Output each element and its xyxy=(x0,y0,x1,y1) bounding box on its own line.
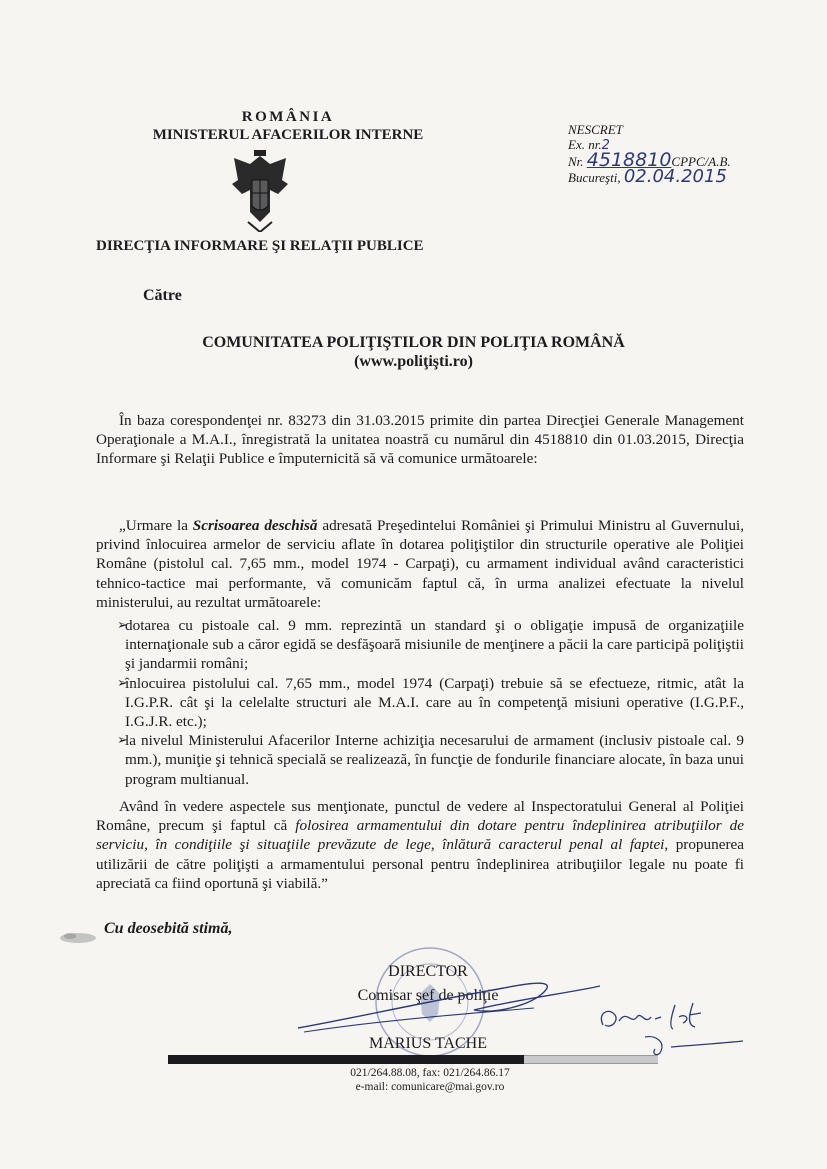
list-item: ➢ înlocuirea pistolului cal. 7,65 mm., model 1974 (Carpaţi) trebuie să se efectueze, ritmic, atât la I.G.P.R. cât şi la celelalte structuri ale M.A.I. care au în competenţă misiuni operative (I.G.P.F., I.G.J.R. etc.); xyxy=(117,674,744,731)
recipient-website: (www.poliţişti.ro) xyxy=(354,353,473,370)
registration-block xyxy=(568,122,778,185)
registration-date: 02.04.2015 xyxy=(623,166,727,187)
signatory-rank: Comisar şef de poliţie xyxy=(357,987,499,1004)
footer-contact xyxy=(300,1067,560,1094)
signatory-title: DIRECTOR xyxy=(388,963,468,980)
romanian-coat-of-arms-icon xyxy=(228,150,292,232)
list-item: ➢ dotarea cu pistoale cal. 9 mm. reprezintă un standard şi o obligaţie impusă de organizaţiile internaţionale sub a căror egidă se desfăşoară misiunile de menţinere a păcii la care participă poliţiştii şi jandarmii români; xyxy=(117,617,744,673)
date-line: Bucureşti, 02.04.2015 xyxy=(568,166,727,187)
recipient-name: COMUNITATEA POLIŢIŞTILOR DIN POLIŢIA ROMÂNĂ xyxy=(202,334,625,351)
ink-blot-mark xyxy=(58,930,98,944)
registration-number: 4518810 xyxy=(586,149,672,171)
signatory-name: MARIUS TACHE xyxy=(369,1035,487,1052)
arrowhead-bullet-icon: ➢ xyxy=(117,618,128,633)
arrowhead-bullet-icon: ➢ xyxy=(117,675,128,691)
department-heading: DIRECŢIA INFORMARE ŞI RELAŢII PUBLICE xyxy=(96,238,424,254)
handwritten-signature-icon xyxy=(294,970,604,1040)
arrowhead-bullet-icon: ➢ xyxy=(117,733,128,749)
footer-email: e-mail: comunicare@mai.gov.ro xyxy=(355,1080,505,1093)
to-label: Către xyxy=(143,287,182,304)
registration-number-line: Nr. 4518810CPPC/A.B. xyxy=(568,149,731,171)
intro-paragraph: În baza corespondenţei nr. 83273 din 31.03.2015 primite din partea Direcţiei Generale Management Operaţionale a M.A.I., înregistrată la unitatea noastră cu numărul din 4518810 din 01.03.2015, Direcţia Informare şi Relaţii Publice e împuternicită să vă comunice următoarele: xyxy=(96,412,744,468)
country-heading: ROMÂNIA xyxy=(241,109,335,125)
findings-list xyxy=(96,616,744,789)
exemplar-number: 2 xyxy=(601,138,610,153)
list-item: ➢ la nivelul Ministerului Afacerilor Interne achiziţia necesarului de armament (inclusiv pistoale cal. 9 mm.), muniţie şi tehnică specială se realizează, în funcţie de fondurile financiare alocate, în baza unui program multianual. xyxy=(117,732,744,788)
quote-paragraph: „Urmare la Scrisoarea deschisă adresată Preşedintelui României şi Primului Ministru al Guvernului, privind înlocuirea armelor de serviciu aflate în dotarea poliţiştilor din structurile operative ale Poliţiei Române (pistolul cal. 7,65 mm., model 1974 - Carpaţi), cu armament individual având caracteristici tehnico-tactice mai performante, vă comunicăm faptul că, în urma analizei efectuate la nivelul ministerului, au rezultat următoarele: xyxy=(96,517,744,611)
open-letter-emphasis: Scrisoarea deschisă xyxy=(192,517,318,534)
footer-divider xyxy=(168,1055,658,1064)
conclusion-paragraph: Având în vedere aspectele sus menţionate, punctul de vedere al Inspectoratului General al Poliţiei Române, precum şi faptul că folosirea armamentului din dotare pentru îndeplinirea atribuţiilor de serviciu, în condiţiile şi situaţiile prevăzute de lege, înlătură caracterul penal al faptei, propunerea utilizării de către poliţişti a armamentului personal pentru îndeplinirea atribuţiilor legale nu poate fi apreciată ca fiind oportună şi viabilă.” xyxy=(96,798,744,892)
legal-emphasis: folosirea armamentului din dotare pentru îndeplinirea atribuţiilor de serviciu, în condiţiile şi situaţiile prevăzute de lege, înlătură caracterul penal al faptei xyxy=(96,817,744,854)
recipient-block xyxy=(0,333,827,371)
footer-phones: 021/264.88.08, fax: 021/264.86.17 xyxy=(350,1067,510,1079)
closing-salutation: Cu deosebită stimă, xyxy=(104,920,233,937)
exemplar-line: Ex. nr.2 xyxy=(568,137,610,153)
classification: NESCRET xyxy=(568,122,623,137)
ministry-heading: MINISTERUL AFACERILOR INTERNE xyxy=(152,127,424,143)
